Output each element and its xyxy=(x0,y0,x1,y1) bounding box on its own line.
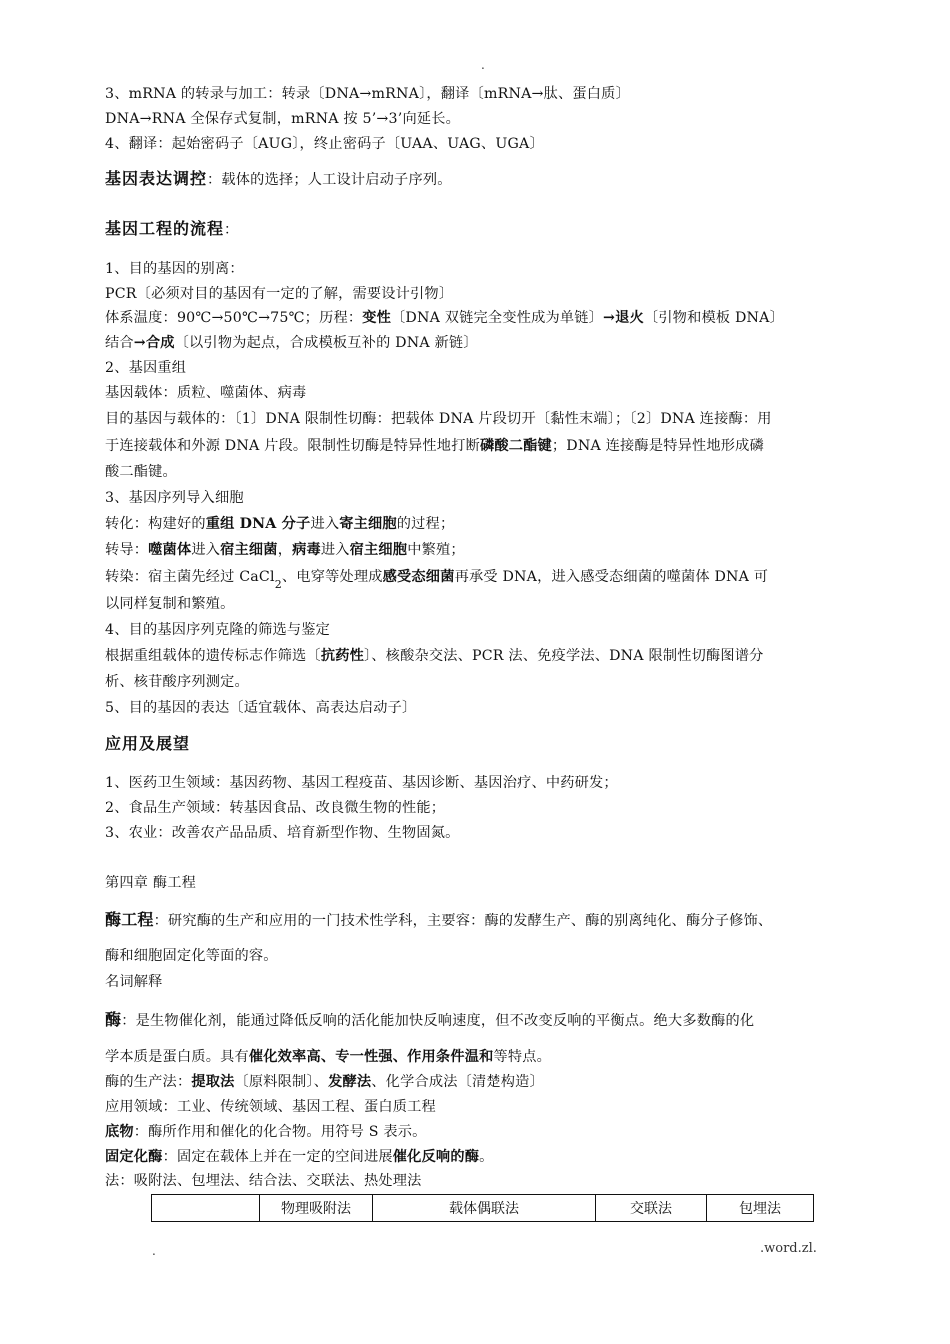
text-line: 1、医药卫生领域：基因药物、基因工程疫苗、基因诊断、基因治疗、中药研发； xyxy=(105,775,618,791)
text-line: 酶的生产法：提取法〔原料限制〕、发酵法、化学合成法〔清楚构造〕 xyxy=(105,1074,544,1090)
text-line: 4、目的基因序列克隆的筛选与鉴定 xyxy=(105,622,331,638)
text-line: 结合→合成〔以引物为起点，合成模板互补的 DNA 新链〕 xyxy=(105,335,478,351)
table-header-cell: 物理吸附法 xyxy=(260,1195,373,1222)
footer-site: .word.zl. xyxy=(760,1241,817,1256)
text-line: 3、农业：改善农产品品质、培育新型作物、生物固氮。 xyxy=(105,825,460,841)
text-line: 1、目的基因的别离： xyxy=(105,261,244,277)
text-line: 名词解释 xyxy=(105,974,163,990)
text-line: 以同样复制和繁殖。 xyxy=(105,596,235,612)
text-line: 于连接载体和外源 DNA 片段。限制性切酶是特异性地打断磷酸二酯键；DNA 连接酶是特异性地形成磷 xyxy=(105,438,764,454)
text-line: 法：吸附法、包埋法、结合法、交联法、热处理法 xyxy=(105,1173,422,1189)
section-heading: 基因工程的流程 xyxy=(105,219,225,238)
text-line: 转导：噬菌体进入宿主细菌，病毒进入宿主细胞中繁殖； xyxy=(105,542,465,558)
text-line: 底物：酶所作用和催化的化合物。用符号 S 表示。 xyxy=(105,1124,427,1140)
text-line: 3、基因序列导入细胞 xyxy=(105,490,244,506)
text-line: 根据重组载体的遗传标志作筛选〔抗药性〕、核酸杂交法、PCR 法、免疫学法、DNA 限制性切酶图谱分 xyxy=(105,648,764,664)
header-dot: . xyxy=(481,58,485,72)
text-line: 转染：宿主菌先经过 CaCl$_2$、电穿等处理成感受态细菌再承受 DNA，进入感受态细菌的噬菌体 DNA 可 xyxy=(105,569,769,591)
text-line: 转化：构建好的重组 DNA 分子进入寄主细胞的过程； xyxy=(105,516,455,532)
text-line: 3、mRNA 的转录与加工：转录〔DNA→mRNA〕，翻译〔mRNA→肽、蛋白质〕 xyxy=(105,86,630,102)
text-line: 析、核苷酸序列测定。 xyxy=(105,674,249,690)
text-line: 基因载体：质粒、噬菌体、病毒 xyxy=(105,385,307,401)
section-heading: 基因表达调控 xyxy=(105,169,208,188)
table-header-cell: 包埋法 xyxy=(707,1195,814,1222)
text-line: DNA→RNA 全保存式复制，mRNA 按 5’→3’向延长。 xyxy=(105,111,460,127)
table-header-row xyxy=(152,1195,814,1222)
section-heading: 应用及展望 xyxy=(105,734,191,753)
text-line: 应用领域：工业、传统领域、基因工程、蛋白质工程 xyxy=(105,1099,436,1115)
text-line: 酶：是生物催化剂，能通过降低反响的活化能加快反响速度，但不改变反响的平衡点。绝大多数酶的化 xyxy=(105,1010,755,1029)
text-line: 目的基因与载体的：〔1〕DNA 限制性切酶：把载体 DNA 片段切开〔黏性末端〕；〔2〕DNA 连接酶：用 xyxy=(105,411,772,427)
table-header-cell xyxy=(152,1195,260,1222)
text-line xyxy=(105,734,190,755)
text-line: 酶和细胞固定化等面的容。 xyxy=(105,948,278,964)
text-line: 学本质是蛋白质。具有催化效率高、专一性强、作用条件温和等特点。 xyxy=(105,1049,552,1065)
text-line: 基因工程的流程： xyxy=(105,219,239,238)
text-line: 体系温度：90℃→50℃→75℃；历程：变性〔DNA 双链完全变性成为单链〕→退火〔引物和模板 DNA〕 xyxy=(105,310,784,326)
text-line: 酶工程：研究酶的生产和应用的一门技术性学科，主要容：酶的发酵生产、酶的别离纯化、酶分子修饰、 xyxy=(105,910,773,929)
text-line: 基因表达调控：载体的选择；人工设计启动子序列。 xyxy=(105,169,452,188)
text-line: 4、翻译：起始密码子〔AUG〕，终止密码子〔UAA、UAG、UGA〕 xyxy=(105,136,544,152)
text-line: 5、目的基因的表达〔适宜载体、高表达启动子〕 xyxy=(105,700,417,716)
footer-dot: . xyxy=(152,1244,156,1258)
text-line: 2、基因重组 xyxy=(105,360,187,376)
text-line: 2、食品生产领域：转基因食品、改良微生物的性能； xyxy=(105,800,446,816)
table-header-cell: 载体偶联法 xyxy=(373,1195,596,1222)
chapter-title: 第四章 酶工程 xyxy=(105,875,197,891)
text-line: 酸二酯键。 xyxy=(105,464,177,480)
comparison-table xyxy=(151,1194,814,1222)
table-header-cell: 交联法 xyxy=(596,1195,707,1222)
text-line: 固定化酶：固定在载体上并在一定的空间进展催化反响的酶。 xyxy=(105,1149,494,1165)
text-line: PCR〔必须对目的基因有一定的了解，需要设计引物〕 xyxy=(105,286,454,302)
